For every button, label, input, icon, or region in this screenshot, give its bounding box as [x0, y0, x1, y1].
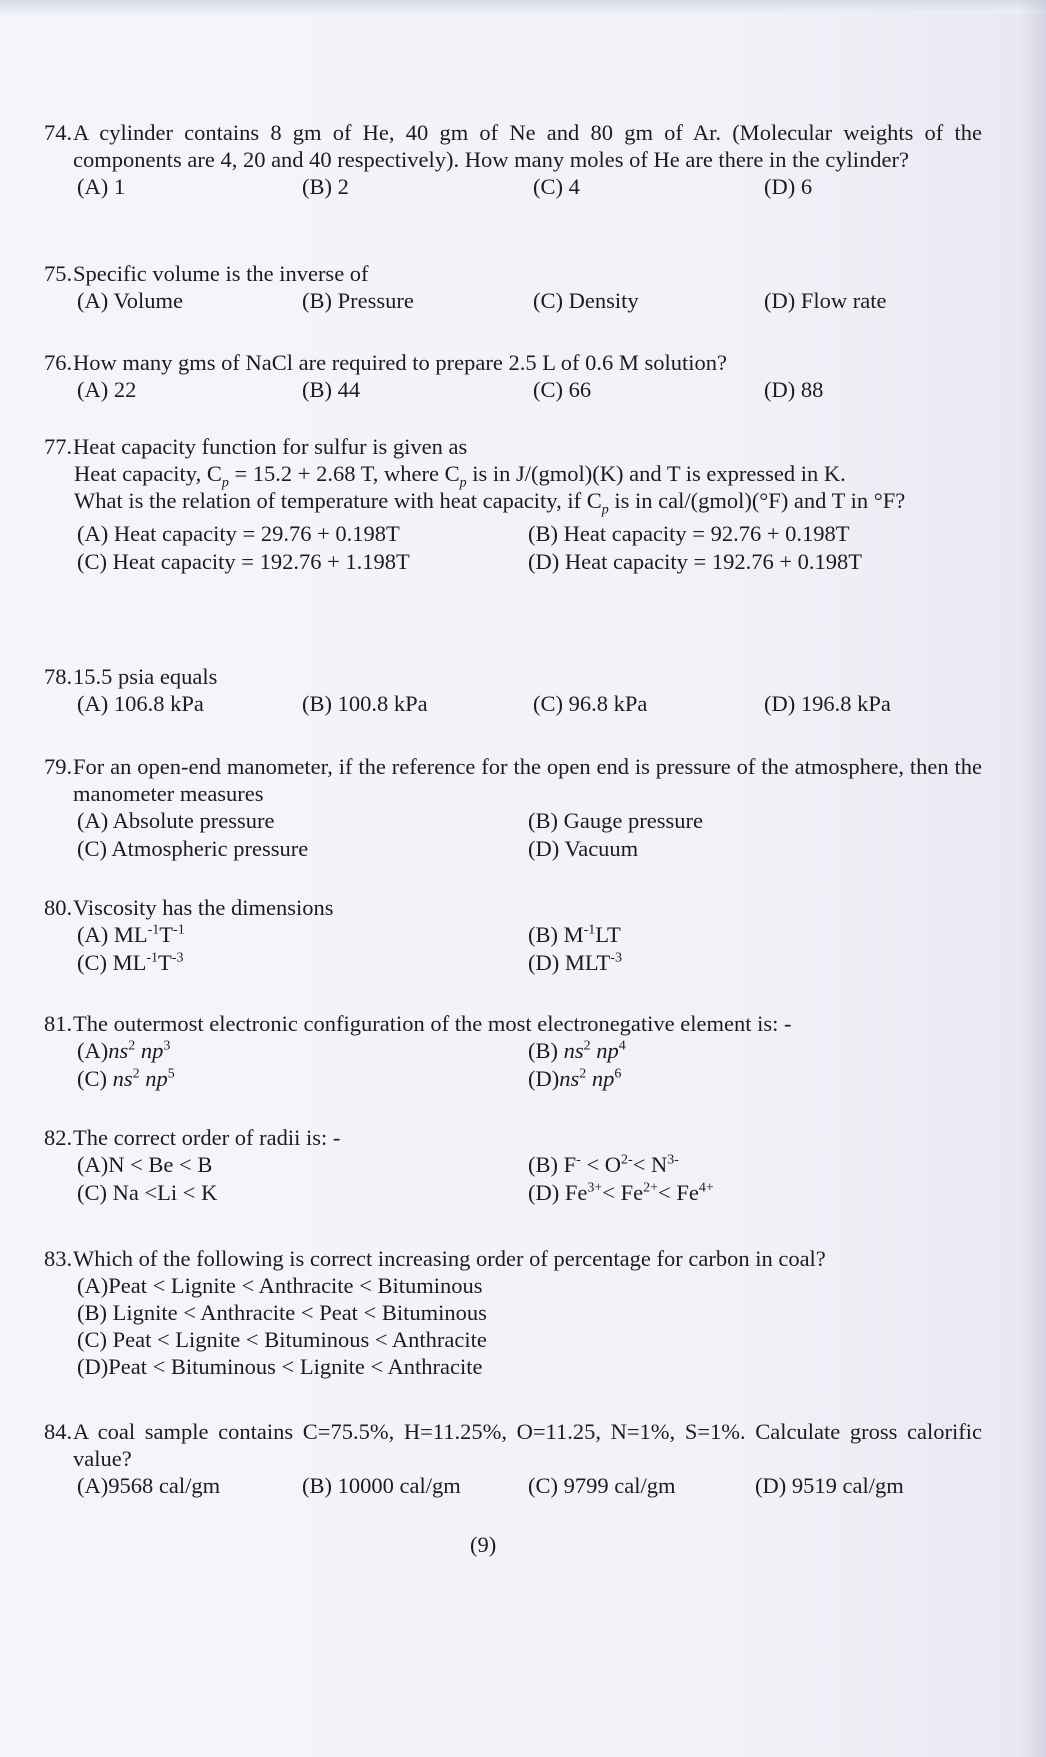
question-78 [44, 663, 982, 718]
option-c: (C) $ns^2$ $np^5$ [77, 1066, 175, 1091]
option-a: $(A)ns^2$ $np^3$ [77, 1038, 171, 1063]
option-b: (B) $F^- < O^{2-}< N^{3-}$ [528, 1152, 679, 1177]
question-number: 78. [44, 664, 73, 689]
option-a: (A) Absolute pressure [77, 808, 275, 833]
option-a: (A) Volume [77, 288, 184, 313]
question-stem: A coal sample contains C=75.5%, H=11.25%, O=11.25, N=1%, S=1%. Calculate gross calorific value? [73, 1419, 982, 1471]
question-stem: Heat capacity function for sulfur is given as [73, 434, 468, 459]
option-b: (B) Lignite < Anthracite < Peat < Bituminous [77, 1300, 487, 1325]
question-number: 76. [44, 350, 73, 375]
options-row [77, 287, 982, 315]
question-prompt: What is the relation of temperature with heat capacity, if $C_p$ is in cal/(gmol)(°F) and T in °F? [74, 488, 906, 518]
option-d: (D) 196.8 kPa [764, 691, 891, 716]
option-b: (B) Pressure [302, 288, 414, 313]
option-d: (D) 9519 cal/gm [755, 1473, 904, 1498]
heat-capacity-formula: Heat capacity, $C_p = 15.2 + 2.68$ T, where $C_p$ is in J/(gmol)(K) and T is expressed in K. [74, 461, 846, 491]
question-number: 75. [44, 261, 73, 286]
question-stem: A cylinder contains 8 gm of He, 40 gm of Ne and 80 gm of Ar. (Molecular weights of the components are 4, 20 and 40 respectively). How many moles of He are there in the cylinder? [73, 120, 982, 172]
option-c: (C) Atmospheric pressure [77, 836, 309, 861]
question-81 [44, 1010, 982, 1093]
option-c: (C) Peat < Lignite < Bituminous < Anthracite [77, 1327, 487, 1352]
option-c: (C) Density [533, 288, 639, 313]
option-b: (B) 2 [302, 174, 349, 199]
options-row [77, 520, 982, 548]
question-number: 77. [44, 434, 73, 459]
option-d: (D) Flow rate [764, 288, 887, 313]
option-a: (A) $ML^{-1}T^{-1}$ [77, 922, 185, 947]
question-stem: Specific volume is the inverse of [73, 261, 369, 286]
options-row [77, 1037, 982, 1065]
question-stem: Viscosity has the dimensions [73, 895, 334, 920]
question-79 [44, 753, 982, 863]
options-row [77, 1472, 982, 1500]
option-d: (D) Heat capacity = 192.76 + 0.198T [528, 549, 863, 574]
question-number: 74. [44, 120, 73, 145]
options-row [77, 835, 982, 863]
options-row [77, 690, 982, 718]
option-a: (A) 22 [77, 377, 137, 402]
option-d: (D) $MLT^{-3}$ [528, 950, 622, 975]
options-row [77, 173, 982, 201]
question-75 [44, 260, 982, 315]
option-a: (A)N < Be < B [77, 1152, 213, 1177]
option-c: (C) 66 [533, 377, 592, 402]
option-a: (A)Peat < Lignite < Anthracite < Bituminous [77, 1273, 483, 1298]
option-a: (A) Heat capacity = 29.76 + 0.198T [77, 521, 400, 546]
scan-right-shadow [1020, 0, 1046, 1757]
option-a: (A) 1 [77, 174, 126, 199]
question-number: 81. [44, 1011, 73, 1036]
option-b: (B) $M^{-1}LT$ [528, 922, 621, 947]
page-number: (9) [470, 1532, 497, 1557]
options-row [77, 376, 982, 404]
question-stem: The outermost electronic configuration of the most electronegative element is: - [73, 1011, 792, 1036]
scan-top-edge [0, 0, 1046, 14]
question-stem: For an open-end manometer, if the reference for the open end is pressure of the atmosphere, then the manometer measures [73, 754, 982, 806]
options-row [77, 1179, 982, 1207]
question-80 [44, 894, 982, 977]
option-b: (B) 10000 cal/gm [302, 1473, 461, 1498]
question-stem: 15.5 psia equals [73, 664, 218, 689]
question-number: 79. [44, 754, 73, 779]
option-d: (D) Vacuum [528, 836, 639, 861]
option-b: (B) 100.8 kPa [302, 691, 428, 716]
options-row [77, 949, 982, 977]
question-76 [44, 349, 982, 404]
options-row [77, 1065, 982, 1093]
option-c: (C) Na <Li < K [77, 1180, 218, 1205]
option-d: (D) $Fe^{3+}< Fe^{2+}< Fe^{4+}$ [528, 1180, 714, 1205]
question-82 [44, 1124, 982, 1207]
question-74 [44, 119, 982, 201]
options-row [77, 807, 982, 835]
option-b: (B) $ns^2$ $np^4$ [528, 1038, 626, 1063]
option-c: (C) 96.8 kPa [533, 691, 648, 716]
question-stem: Which of the following is correct increasing order of percentage for carbon in coal? [73, 1246, 826, 1271]
question-84 [44, 1418, 982, 1500]
option-c: (C) Heat capacity = 192.76 + 1.198T [77, 549, 410, 574]
option-d: $(D)ns^2$ $np^6$ [528, 1066, 622, 1091]
question-number: 83. [44, 1246, 73, 1271]
option-b: (B) Heat capacity = 92.76 + 0.198T [528, 521, 850, 546]
question-stem: The correct order of radii is: - [73, 1125, 341, 1150]
option-d: (D) 88 [764, 377, 824, 402]
option-d: (D) 6 [764, 174, 813, 199]
question-83 [44, 1245, 982, 1380]
question-number: 80. [44, 895, 73, 920]
question-77 [44, 433, 982, 576]
option-a: (A) 106.8 kPa [77, 691, 204, 716]
option-b: (B) Gauge pressure [528, 808, 703, 833]
option-d: (D)Peat < Bituminous < Lignite < Anthracite [77, 1354, 483, 1379]
question-number: 82. [44, 1125, 73, 1150]
options-row [77, 921, 982, 949]
question-stem: How many gms of NaCl are required to prepare 2.5 L of 0.6 M solution? [73, 350, 728, 375]
options-row [77, 1151, 982, 1179]
question-number: 84. [44, 1419, 73, 1444]
option-c: (C) $ML^{-1}T^{-3}$ [77, 950, 184, 975]
option-c: (C) 4 [533, 174, 580, 199]
option-b: (B) 44 [302, 377, 361, 402]
option-a: (A)9568 cal/gm [77, 1473, 221, 1498]
option-c: (C) 9799 cal/gm [528, 1473, 676, 1498]
options-row [77, 548, 982, 576]
